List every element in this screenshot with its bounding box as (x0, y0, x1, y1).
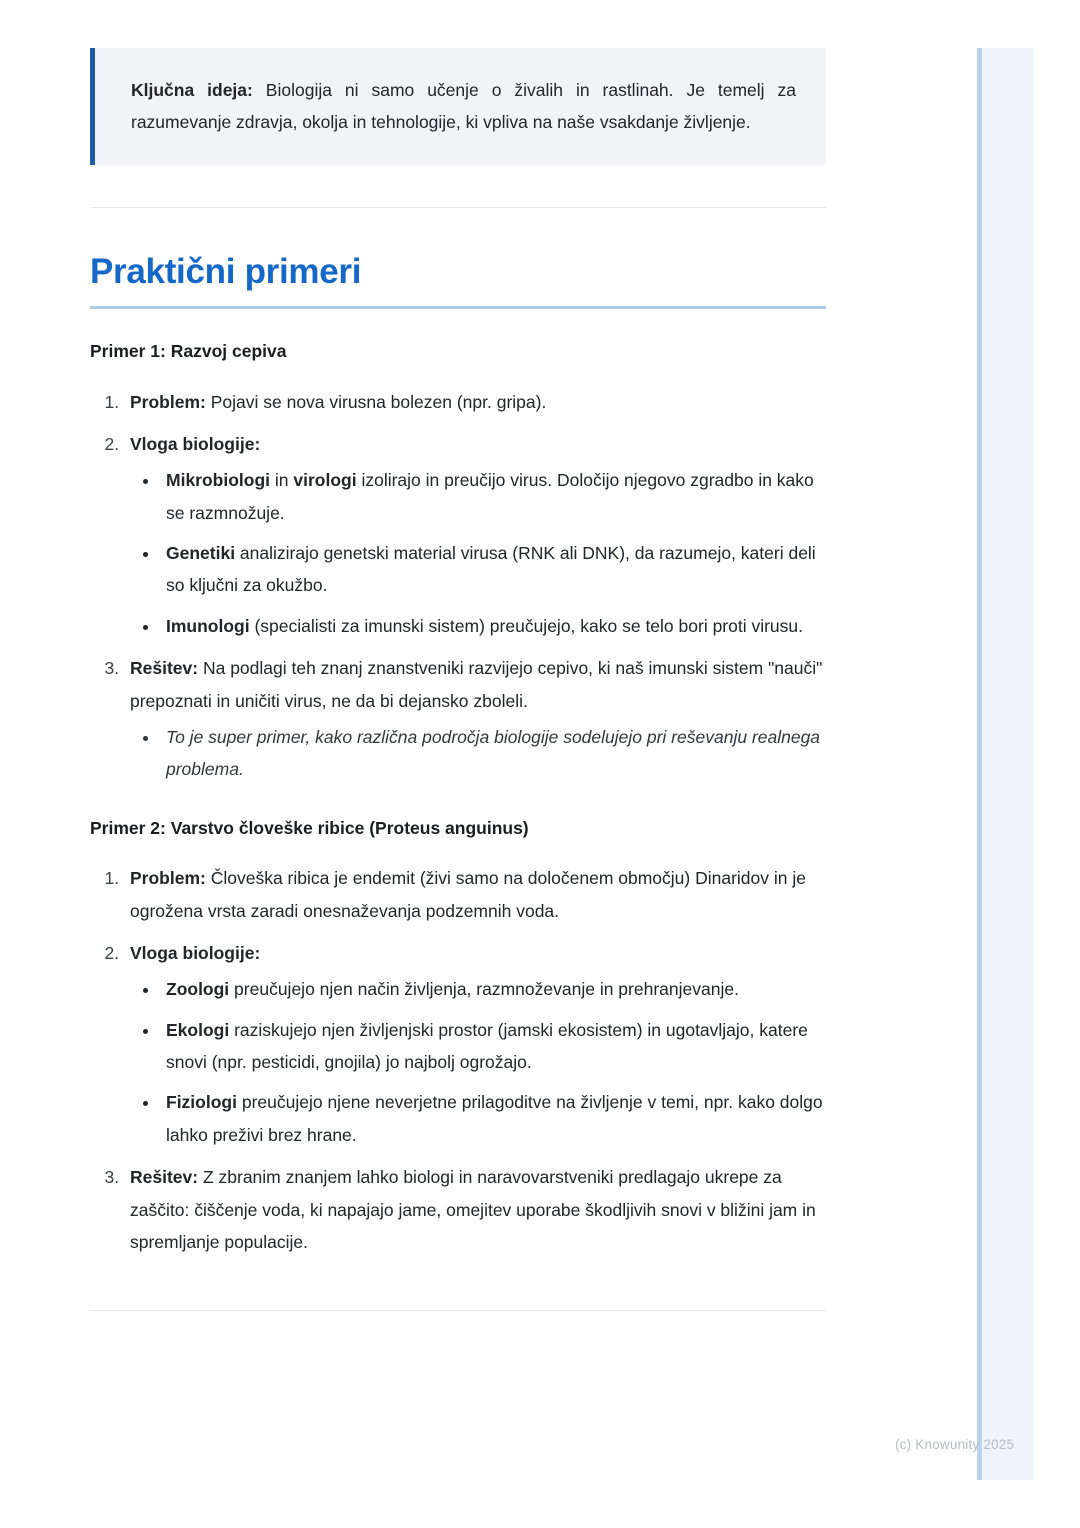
page-title: Praktični primeri (90, 251, 362, 291)
list-item (124, 1161, 826, 1258)
example-2-title: Primer 2: Varstvo človeške ribice (Proteus anguinus) (90, 817, 529, 838)
bullet-text: izolirajo in preučijo virus. Določijo njegovo zgradbo in kako se razmnožuje. (166, 470, 814, 523)
key-idea-text: Biologija ni samo učenje o živalih in rastlinah. Je temelj za razumevanje zdravja, okolja in tehnologije, ki vpliva na naše vsakdanje življenje. (131, 80, 796, 133)
key-idea-label: Ključna ideja: (131, 80, 253, 100)
step-text: Pojavi se nova virusna bolezen (npr. gripa). (205, 391, 547, 412)
document-content (90, 0, 826, 1311)
list-item (124, 428, 826, 642)
list-item: • To je super primer, kako različna področja biologije sodelujejo pri reševanju realnega problema. (160, 721, 826, 786)
example-2-steps (90, 862, 826, 1258)
list-item (160, 464, 826, 529)
bullet-label-2: virologi (293, 470, 357, 491)
list-item (160, 537, 826, 602)
key-idea-callout (90, 48, 826, 165)
bullet-label: Zoologi (166, 979, 230, 1000)
bullet-text: preučujejo njen način življenja, razmnoževanje in prehranjevanje. (229, 979, 739, 1000)
step-label: Vloga biologije: (130, 433, 261, 454)
example-1-note-bullets (130, 721, 826, 786)
bullet-label: Ekologi (166, 1019, 230, 1040)
step-text: Z zbranim znanjem lahko biologi in naravovarstveniki predlagajo ukrepe za zaščito: čiščenje voda, ki napajajo jame, omejitev uporabe škodljivih snovi v bližini jam in spremljanje populacije. (130, 1167, 816, 1252)
list-item (124, 386, 826, 418)
list-item (160, 1014, 826, 1079)
right-side-panel (977, 48, 1033, 1480)
step-label: Rešitev: (130, 658, 199, 679)
bullet-label: Mikrobiologi (166, 470, 271, 491)
bullet-text: raziskujejo njen življenjski prostor (jamski ekosistem) in ugotavljajo, katere snovi (npr. pesticidi, gnojila) jo najbolj ogrožajo. (166, 1019, 808, 1072)
step-label: Rešitev: (130, 1167, 199, 1188)
bullet-label: Fiziologi (166, 1092, 237, 1113)
bullet-mid: in (270, 470, 294, 491)
example-1-title: Primer 1: Razvoj cepiva (90, 341, 287, 361)
copyright-watermark: (c) Knowunity 2025 (895, 1437, 1015, 1452)
list-item (160, 610, 826, 642)
bullet-label: Genetiki (166, 543, 236, 563)
step-label: Problem: (130, 391, 206, 412)
step-text: Človeška ribica je endemit (živi samo na določenem območju) Dinaridov in je ogrožena vrsta zaradi onesnaževanja podzemnih voda. (130, 868, 806, 921)
list-item (124, 937, 826, 1151)
step-label: Problem: (130, 868, 206, 889)
example-1-sub-bullets (130, 464, 826, 642)
example-1-steps (90, 386, 826, 786)
bullet-text: (specialisti za imunski sistem) preučujejo, kako se telo bori proti virusu. (249, 615, 804, 636)
example-2-sub-bullets (130, 973, 826, 1151)
list-item (160, 1086, 826, 1151)
bullet-text: analizirajo genetski material virusa (RNK ali DNK), da razumejo, kateri deli so ključni za okužbo. (166, 543, 816, 596)
title-underline (90, 306, 826, 309)
step-text: Na podlagi teh znanj znanstveniki razvijejo cepivo, ki naš imunski sistem "nauči" prepoznati in uničiti virus, ne da bi dejansko zboleli. (130, 658, 823, 711)
list-item (124, 862, 826, 927)
list-item (124, 652, 826, 786)
key-idea-paragraph (131, 74, 796, 139)
divider-bottom (90, 1310, 826, 1311)
step-label: Vloga biologije: (130, 942, 261, 963)
divider-top (90, 207, 826, 208)
bullet-text: preučujejo njene neverjetne prilagoditve na življenje v temi, npr. kako dolgo lahko preživi brez hrane. (166, 1092, 823, 1145)
bullet-label: Imunologi (166, 615, 250, 636)
list-item (160, 973, 826, 1005)
